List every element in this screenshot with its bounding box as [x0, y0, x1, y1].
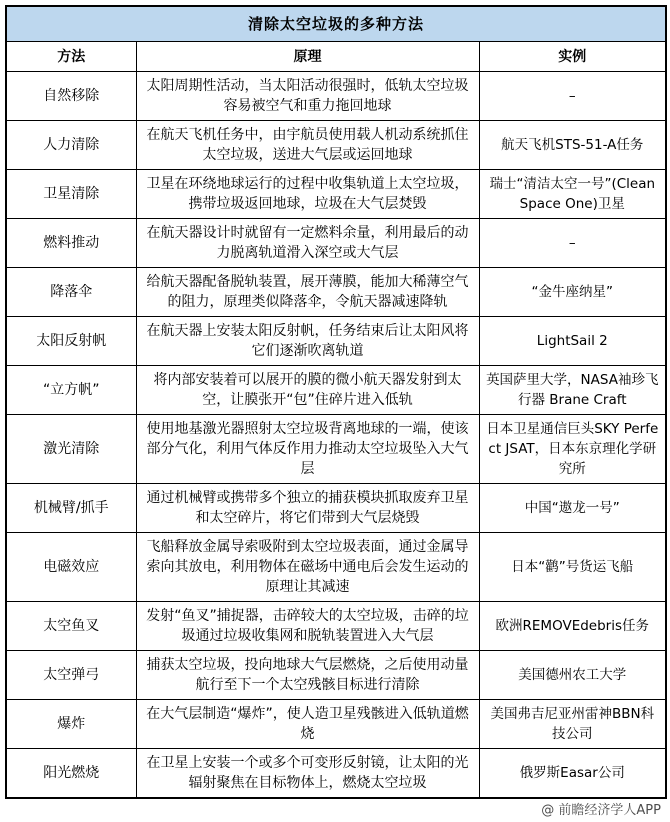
principle-cell: 使用地基激光器照射太空垃圾背离地球的一端，使该部分气化，利用气体反作用力推动太空垃圾坠入大气层 — [136, 415, 479, 484]
table-row — [6, 484, 666, 533]
example-cell: 中国“遨龙一号” — [479, 484, 666, 533]
principle-cell: 在航天器上安装太阳反射帆，任务结束后让太阳风将它们逐渐吹离轨道 — [136, 317, 479, 366]
principle-cell: 飞船释放金属导索吸附到太空垃圾表面，通过金属导索向其放电，利用物体在磁场中通电后会发生运动的原理让其减速 — [136, 533, 479, 602]
example-cell: 瑞士“清洁太空一号”(CleanSpace One)卫星 — [479, 170, 666, 219]
example-cell: 日本卫星通信巨头SKY Perfect JSAT，日本东京理化学研究所 — [479, 415, 666, 484]
method-cell: 机械臂/抓手 — [6, 484, 136, 533]
example-cell: – — [479, 219, 666, 268]
table-row — [6, 533, 666, 602]
table-row — [6, 268, 666, 317]
table-row — [6, 170, 666, 219]
principle-cell: 在大气层制造“爆炸”，使人造卫星残骸进入低轨道燃烧 — [136, 700, 479, 749]
example-cell: 欧洲REMOVEdebris任务 — [479, 602, 666, 651]
principle-cell: 在航天飞机任务中，由宇航员使用载人机动系统抓住太空垃圾，送进大气层或运回地球 — [136, 121, 479, 170]
table-row — [6, 749, 666, 799]
table-row — [6, 72, 666, 121]
column-header-example: 实例 — [479, 42, 666, 72]
principle-cell: 给航天器配备脱轨装置，展开薄膜，能加大稀薄空气的阻力，原理类似降落伞，令航天器减速降轨 — [136, 268, 479, 317]
table-row — [6, 317, 666, 366]
principle-cell: 通过机械臂或携带多个独立的捕获模块抓取废弃卫星和太空碎片，将它们带到大气层烧毁 — [136, 484, 479, 533]
example-cell: LightSail 2 — [479, 317, 666, 366]
method-cell: 爆炸 — [6, 700, 136, 749]
example-cell: 航天飞机STS-51-A任务 — [479, 121, 666, 170]
principle-cell: 太阳周期性活动，当太阳活动很强时，低轨太空垃圾容易被空气和重力拖回地球 — [136, 72, 479, 121]
example-cell: 日本“鹳”号货运飞船 — [479, 533, 666, 602]
table-row — [6, 219, 666, 268]
example-cell: 美国弗吉尼亚州雷神BBN科技公司 — [479, 700, 666, 749]
method-cell: 阳光燃烧 — [6, 749, 136, 799]
example-cell: – — [479, 72, 666, 121]
method-cell: 降落伞 — [6, 268, 136, 317]
table-row — [6, 602, 666, 651]
column-header-principle: 原理 — [136, 42, 479, 72]
table-title: 清除太空垃圾的多种方法 — [6, 6, 666, 42]
principle-cell: 发射“鱼叉”捕捉器，击碎较大的太空垃圾，击碎的垃圾通过垃圾收集网和脱轨装置进入大气层 — [136, 602, 479, 651]
method-cell: 卫星清除 — [6, 170, 136, 219]
principle-cell: 在卫星上安装一个或多个可变形反射镜，让太阳的光辐射聚焦在目标物体上，燃烧太空垃圾 — [136, 749, 479, 799]
method-cell: 电磁效应 — [6, 533, 136, 602]
method-cell: 太阳反射帆 — [6, 317, 136, 366]
table-row — [6, 121, 666, 170]
column-header-method: 方法 — [6, 42, 136, 72]
methods-table — [5, 5, 667, 799]
principle-cell: 卫星在环绕地球运行的过程中收集轨道上太空垃圾，携带垃圾返回地球，垃圾在大气层焚毁 — [136, 170, 479, 219]
example-cell: “金牛座纳星” — [479, 268, 666, 317]
method-cell: 太空鱼叉 — [6, 602, 136, 651]
table-row — [6, 366, 666, 415]
method-cell: “立方帆” — [6, 366, 136, 415]
table-row — [6, 700, 666, 749]
method-cell: 太空弹弓 — [6, 651, 136, 700]
example-cell: 俄罗斯Easar公司 — [479, 749, 666, 799]
example-cell: 美国德州农工大学 — [479, 651, 666, 700]
table-row — [6, 415, 666, 484]
watermark-credit: @ 前瞻经济学人APP — [541, 803, 661, 818]
principle-cell: 在航天器设计时就留有一定燃料余量，利用最后的动力脱离轨道滑入深空或大气层 — [136, 219, 479, 268]
method-cell: 人力清除 — [6, 121, 136, 170]
table-row — [6, 651, 666, 700]
title-row — [6, 6, 666, 42]
principle-cell: 捕获太空垃圾，投向地球大气层燃烧，之后使用动量航行至下一个太空残骸目标进行清除 — [136, 651, 479, 700]
method-cell: 燃料推动 — [6, 219, 136, 268]
column-header-row — [6, 42, 666, 72]
method-cell: 激光清除 — [6, 415, 136, 484]
principle-cell: 将内部安装着可以展开的膜的微小航天器发射到太空，让膜张开“包”住碎片进入低轨 — [136, 366, 479, 415]
example-cell: 英国萨里大学，NASA袖珍飞行器 Brane Craft — [479, 366, 666, 415]
method-cell: 自然移除 — [6, 72, 136, 121]
